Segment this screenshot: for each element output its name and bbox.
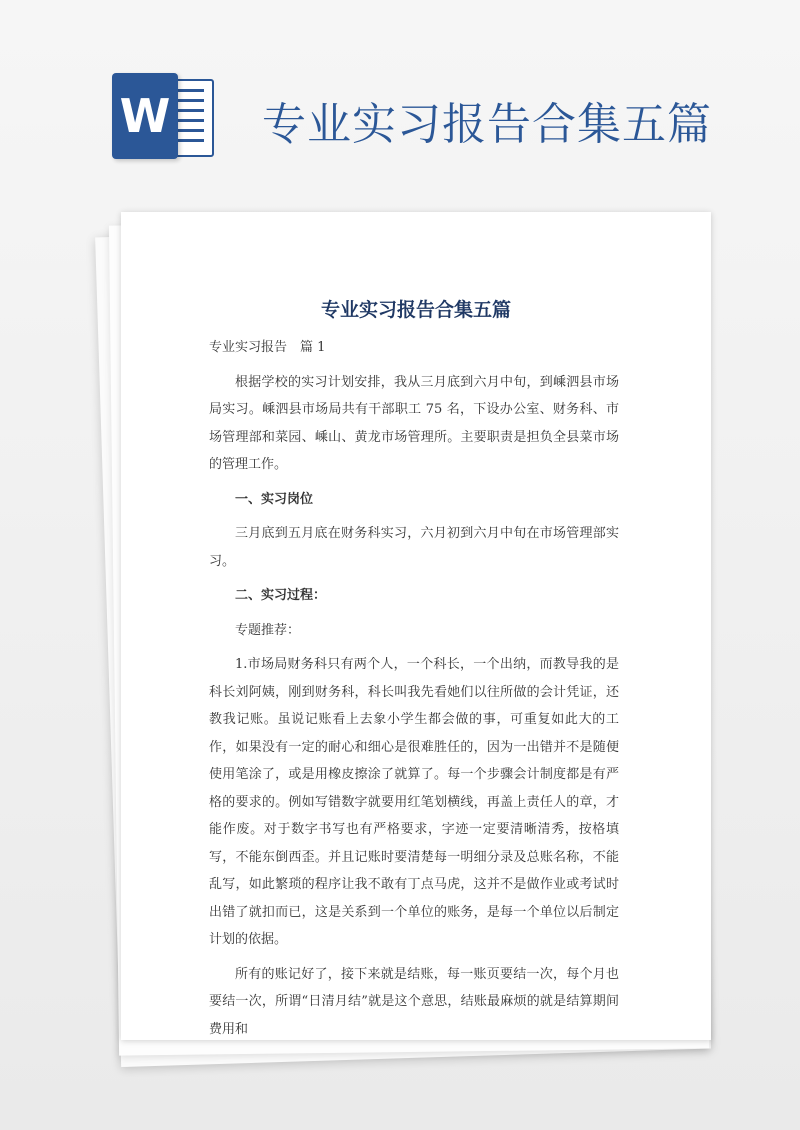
section-heading: 二、实习过程：	[235, 588, 327, 603]
word-letter-badge: W	[112, 73, 178, 159]
header-title: 专业实习报告合集五篇	[262, 99, 712, 150]
paragraph: 所有的账记好了，接下来就是结账，每一账页要结一次，每个月也要结一次，所谓“日清月结”就是这个意思，结账最麻烦的就是结算期间费用和	[209, 966, 619, 1037]
paragraph: 1.市场局财务科只有两个人，一个科长，一个出纳，而教导我的是科长刘阿姨，刚到财务科，科长叫我先看她们以往所做的会计凭证，还教我记账。虽说记账看上去象小学生都会做的事，可重复如此大的工作，如果没有一定的耐心和细心是很难胜任的，因为一出错并不是随便使用笔涂了，或是用橡皮擦涂了就算了。每一个步骤会计制度都是有严格的要求的。例如写错数字就要用红笔划横线，再盖上责任人的章，才能作废。对于数字书写也有严格要求，字迹一定要清晰清秀，按格填写，不能东倒西歪。并且记账时要清楚每一明细分录及总账名称，不能乱写，如此繁琐的程序让我不敢有丁点马虎，这并不是做作业或考试时出错了就扣而已，这是关系到一个单位的账务，是每一个单位以后制定计划的依据。	[209, 657, 619, 947]
paragraph: 三月底到五月底在财务科实习，六月初到六月中旬在市场管理部实习。	[209, 526, 619, 569]
document-body	[209, 334, 619, 1040]
word-logo-icon	[112, 73, 212, 159]
document-page	[121, 212, 711, 1040]
document-title: 专业实习报告合集五篇	[320, 299, 511, 321]
section-heading: 一、实习岗位	[235, 491, 314, 507]
document-subtitle: 专业实习报告 篇 1	[209, 340, 326, 355]
paragraph: 根据学校的实习计划安排，我从三月底到六月中旬，到嵊泗县市场局实习。嵊泗县市场局共有干部职工 75 名，下设办公室、财务科、市场管理部和菜园、嵊山、黄龙市场管理所。主要职责是担负全县菜市场的管理工作。	[209, 374, 619, 472]
paragraph: 专题推荐：	[235, 622, 301, 638]
